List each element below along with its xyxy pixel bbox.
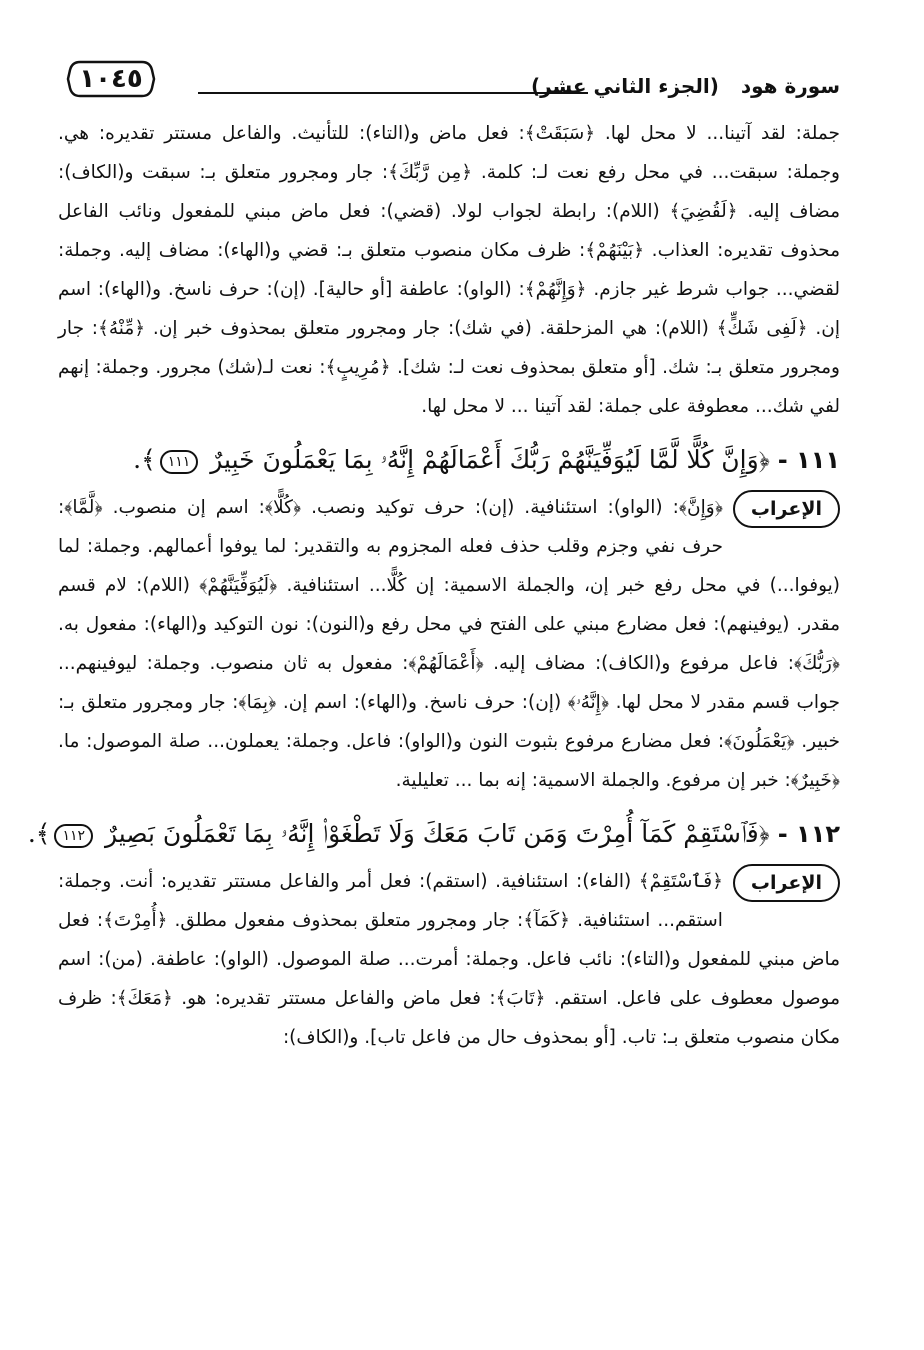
intro-paragraph: جملة: لقد آتينا... لا محل لها. ﴿سَبَقَتْ﴾: فعل ماض و(التاء): للتأنيث. والفاعل مستتر تقديره: هي. وجملة: سبقت... في محل رفع نعت لـ: كلمة. ﴿مِن رَّبِّكَ﴾: جار ومجرور متعلق بـ: سبقت و(الكاف): مضاف إليه. ﴿لَقُضِيَ﴾ (اللام): رابطة لجواب لولا. (قضي): فعل ماض مبني للمفعول ونائب الفاعل محذوف تقديره: العذاب. ﴿بَيْنَهُمْ﴾: ظرف مكان منصوب متعلق بـ: قضي و(الهاء): مضاف إليه. وجملة: لقضي... جواب شرط غير جازم. ﴿وَإِنَّهُمْ﴾: (الواو): عاطفة [أو حالية]. (إن): حرف ناسخ. و(الهاء): اسم إن. ﴿لَفِى شَكٍّ﴾ (اللام): هي المزحلقة. (في شك): جار ومجرور متعلق بمحذوف خبر إن. ﴿مِّنْهُ﴾: جار ومجرور متعلق بـ: شك. [أو متعلق بمحذوف نعت لـ: شك]. ﴿مُرِيبٍ﴾: نعت لـ(شك) مجرور. وجملة: إنهم لفي شك... معطوفة على جملة: لقد آتينا ... لا محل لها. [58, 123, 840, 417]
book-page [27, 58, 840, 1057]
surah-name: سورة هود [740, 74, 840, 98]
irab-paragraph: ﴿وَإِنَّ﴾: (الواو): استئنافية. (إن): حرف توكيد ونصب. ﴿كُلًّا﴾: اسم إن منصوب. ﴿لَّمَّا﴾: حرف نفي وجزم وقلب حذف فعله المجزوم به والتقدير: لما يوفوا أعمالهم. وجملة: لما (يوفوا...) في محل رفع خبر إن، والجملة الاسمية: إن كُلًّا... استئنافية. ﴿لَيُوَفِّيَنَّهُمْ﴾ (اللام): لام قسم مقدر. (يوفينهم): فعل مضارع مبني على الفتح في محل رفع و(النون): نون التوكيد و(الهاء): مفعول به. ﴿رَبُّكَ﴾: فاعل مرفوع و(الكاف): مضاف إليه. ﴿أَعْمَالَهُمْ﴾: مفعول به ثان منصوب. وجملة: ليوفينهم... جواب قسم مقدر لا محل لها. ﴿إِنَّهُۥ﴾ (إن): حرف ناسخ. و(الهاء): اسم إن. ﴿بِمَا﴾: جار ومجرور متعلق بـ: خبير. ﴿يَعْمَلُونَ﴾: فعل مضارع مرفوع بثبوت النون و(الواو): فاعل. وجملة: يعملون... صلة الموصول: ما. ﴿خَبِيرٌ﴾: خبر إن مرفوع. والجملة الاسمية: إنه بما ... تعليلية. [58, 497, 840, 791]
header-rule [198, 92, 588, 94]
verse-text: ﴿فَٱسْتَقِمْ كَمَآ أُمِرْتَ وَمَن تَابَ مَعَكَ وَلَا تَطْغَوْا۟ إِنَّهُۥ بِمَا تَعْمَلُونَ بَصِيرٌ [104, 819, 770, 848]
verse-111 [58, 440, 840, 480]
page-number: ١٠٤٥ [66, 58, 156, 100]
page-header [58, 58, 840, 114]
verse-close: ﴾. [27, 819, 51, 848]
irab-section-112 [58, 862, 840, 1057]
irab-label: الإعراب [733, 864, 840, 902]
irab-label: الإعراب [733, 490, 840, 528]
verse-number: ١١١ - [777, 446, 840, 474]
juz-label: (الجزء الثاني عشر) [530, 74, 719, 98]
verse-text: ﴿وَإِنَّ كُلًّا لَّمَّا لَيُوَفِّيَنَّهُمْ رَبُّكَ أَعْمَالَهُمْ إِنَّهُۥ بِمَا يَعْمَلُونَ خَبِيرٌ [210, 445, 770, 474]
ayah-marker-icon: ١١٢ [54, 824, 93, 848]
verse-112 [27, 814, 840, 854]
irab-paragraph: ﴿فَٱسْتَقِمْ﴾ (الفاء): استئنافية. (استقم): فعل أمر والفاعل مستتر تقديره: أنت. وجملة: استقم... استئنافية. ﴿كَمَآ﴾: جار ومجرور متعلق بمحذوف مفعول مطلق. ﴿أُمِرْتَ﴾: فعل ماض مبني للمفعول و(التاء): نائب فاعل. وجملة: أمرت... صلة الموصول. (الواو): عاطفة. (من): اسم موصول معطوف على فاعل. استقم. ﴿تَابَ﴾: فعل ماض والفاعل مستتر تقديره: هو. ﴿مَعَكَ﴾: ظرف مكان منصوب متعلق بـ: تاب. [أو بمحذوف حال من فاعل تاب]. و(الكاف): [58, 871, 840, 1048]
running-head [531, 74, 840, 98]
verse-number: ١١٢ - [777, 820, 840, 848]
verse-close: ﴾. [133, 445, 156, 474]
ayah-marker-icon: ١١١ [160, 450, 199, 474]
irab-section-111 [58, 488, 840, 800]
